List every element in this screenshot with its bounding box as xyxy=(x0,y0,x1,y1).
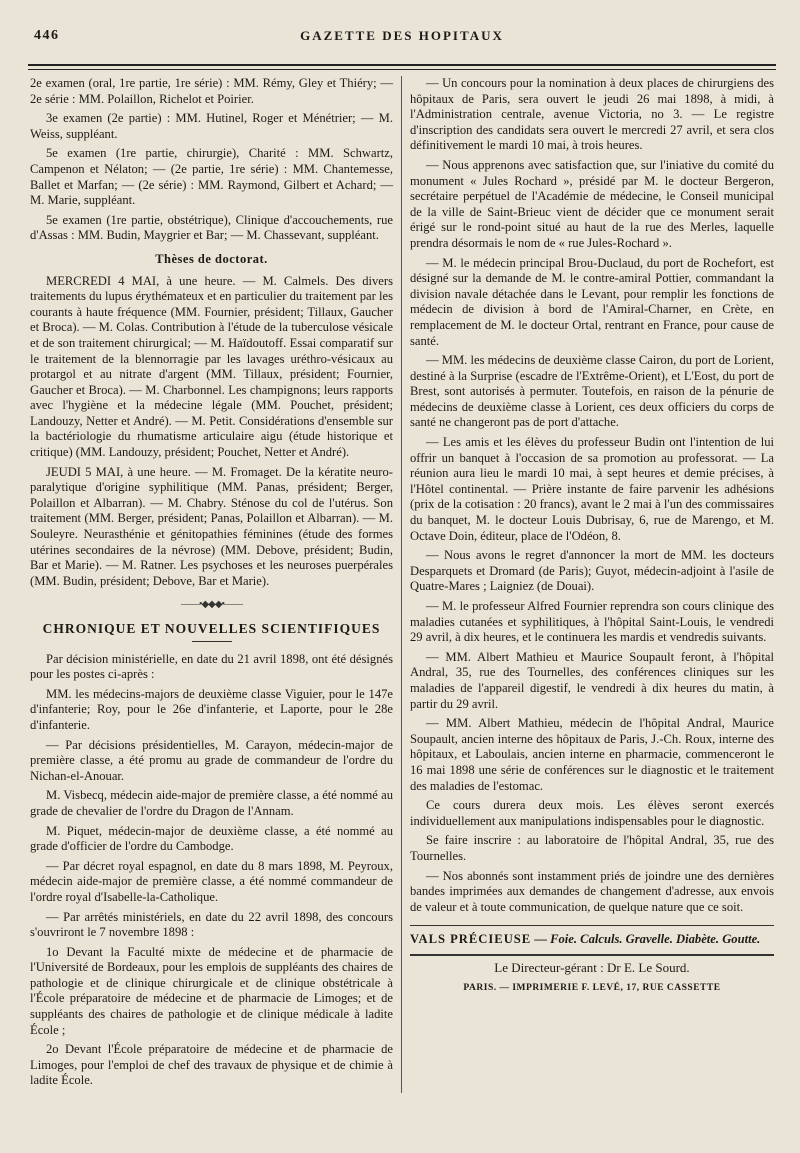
theses-paragraph: JEUDI 5 MAI, à une heure. — M. Fromaget. De la kératite neuro-paralytique d'origine syphilitique (MM. Panas, président; Berger, Polaillon et Albarran). — M. Chabry. Sténose du col de l'utérus. Son traitement (MM. Berger, président; Panas, Polaillon et Albarran). — M. Souleyre. Neurasthénie et génitopathies féminines (étude des formes utérines secondaires de la névrose) (MM. Debove, président; Budin, Bar et Marie). — M. Ratner. Les psychoses et les neuroses puerpérales (MM. Budin, président; Debove, Bar et Marie). xyxy=(30,464,393,588)
ornament-divider: ——•◆◆◆•—— xyxy=(180,599,243,611)
news-paragraph: — Un concours pour la nomination à deux places de chirurgiens des hôpitaux de Paris, sera ouvert le jeudi 26 mai 1898, à midi, à l'Administration centrale, avenue Victoria, no 3. — Le registre d'inscription des candidats sera ouvert le mercredi 27 avril, et sera clos définitivement le mardi 10 mai, à trois heures. xyxy=(410,76,774,153)
chronique-heading: CHRONIQUE ET NOUVELLES SCIENTIFIQUES xyxy=(42,621,381,636)
header-rule xyxy=(28,64,776,70)
ad-title: VALS PRÉCIEUSE xyxy=(410,932,532,947)
chronique-paragraph: Par décision ministérielle, en date du 21 avril 1898, ont été désignés pour les postes ci-après : xyxy=(30,651,393,682)
running-title: GAZETTE DES HOPITAUX xyxy=(300,28,504,43)
chronique-paragraph: — Par décret royal espagnol, en date du 8 mars 1898, M. Peyroux, médecin aide-major de première classe, a été nommé commandeur de l'ordre royal d'Isabelle-la-Catholique. xyxy=(30,858,393,904)
exam-paragraph: 5e examen (1re partie, chirurgie), Charité : MM. Schwartz, Campenon et Nélaton; — (2e partie, 1re série) : MM. Chantemesse, Ballet et Marfan; — (2e série) : MM. Raymond, Gilbert et Achard; — M. Marie, suppléant. xyxy=(30,146,393,208)
short-rule xyxy=(192,641,232,642)
news-paragraph: — M. le médecin principal Brou-Duclaud, du port de Rochefort, est désigné sur la demande de M. le contre-amiral Pottier, commandant la division navale détachée dans le Levant, pour remplir les fonctions de médecin de division à bord de l'Amiral-Charner, en Crète, en remplacement de M. le docteur Ortal, rentrant en France, pour cause de santé. xyxy=(410,255,774,348)
printer-imprint: PARIS. — IMPRIMERIE F. LEVÉ, 17, RUE CASSETTE xyxy=(463,983,721,994)
advertisement xyxy=(410,925,774,948)
chronique-paragraph: M. Piquet, médecin-major de deuxième classe, a été nommé au grade d'officier de l'ordre du Cambodge. xyxy=(30,823,393,854)
chronique-paragraph: — Par arrêtés ministériels, en date du 22 avril 1898, des concours s'ouvriront le 7 novembre 1898 : xyxy=(30,909,393,940)
right-column xyxy=(402,76,782,1093)
chronique-paragraph: 2o Devant l'École préparatoire de médecine et de pharmacie de Limoges, pour l'emploi de chef des travaux de physique et de chimie à ladite École. xyxy=(30,1042,393,1088)
theses-paragraph: MERCREDI 4 MAI, à une heure. — M. Calmels. Des divers traitements du lupus érythémateux et en particulier du traitement par les courants à haute fréquence (MM. Fournier, président; Tillaux, Gaucher et Broca). — M. Colas. Contribution à l'étude de la tuberculose vésicale et de son traitement chirurgical; — M. Haïdoutoff. Essai comparatif sur le traitement de la blennorragie par les lavages uréthro-vésicaux au protargol et au nitrate d'argent (MM. Tillaux, président; Fournier, Gaucher et Broca). — M. Charbonnel. Les champignons; leurs rapports avec l'hygiène et la médecine légale (MM. Pouchet, président; Landouzy, Netter et André). — M. Petit. Considérations d'ensemble sur la bactériologie du rhumatisme articulaire aigu (étude historique et critique) (MM. Landouzy, président; Pouchet, Netter et André). xyxy=(30,273,393,460)
page-header xyxy=(22,20,782,46)
news-paragraph: Ce cours durera deux mois. Les élèves seront exercés individuellement aux manipulations indispensables pour le diagnostic. xyxy=(410,798,774,828)
exam-paragraph: 2e examen (oral, 1re partie, 1re série) : MM. Rémy, Gley et Thiéry; — 2e série : MM. Polaillon, Richelot et Poirier. xyxy=(30,76,393,106)
news-paragraph: — Nous avons le regret d'annoncer la mort de MM. les docteurs Desparquets et Dromard (de Paris); Guyot, médecin-adjoint à l'asile de Quatre-Mares ; Laigniez (de Douai). xyxy=(410,548,774,594)
chronique-paragraph: MM. les médecins-majors de deuxième classe Viguier, pour le 147e d'infanterie; Roy, pour le 26e d'infanterie, et Laporte, pour le 28e d'infanterie. xyxy=(30,686,393,732)
chronique-paragraph: 1o Devant la Faculté mixte de médecine et de pharmacie de l'Université de Bordeaux, pour les emplois de suppléants des chaires de pathologie et de clinique chirurgicale et de clinique obstétricale à l'École préparatoire de médecine et de pharmacie de Limoges; et de suppléants des chaires de pathologie et de clinique médicale à ladite École ; xyxy=(30,944,393,1037)
chronique-paragraph: M. Visbecq, médecin aide-major de première classe, a été nommé au grade de chevalier de l'ordre du Dragon de l'Annam. xyxy=(30,788,393,818)
chronique-paragraph: — Par décisions présidentielles, M. Carayon, médecin-major de première classe, a été promu au grade de commandeur de l'ordre du Nichan-el-Anouar. xyxy=(30,737,393,783)
two-columns xyxy=(22,76,782,1093)
left-column xyxy=(22,76,402,1093)
director-line: Le Directeur-gérant : Dr E. Le Sourd. xyxy=(410,954,774,976)
exam-paragraph: 3e examen (2e partie) : MM. Hutinel, Roger et Ménétrier; — M. Weiss, suppléant. xyxy=(30,111,393,141)
news-paragraph: Se faire inscrire : au laboratoire de l'hôpital Andral, 35, rue des Tournelles. xyxy=(410,833,774,863)
news-paragraph: — MM. Albert Mathieu, médecin de l'hôpital Andral, Maurice Soupault, ancien interne des hôpitaux de Paris, J.-Ch. Roux, interne des hôpitaux, et Laboulais, ancien interne en pharmacie, commenceront le 16 mai 1898 une série de conférences sur le diagnostic et le traitement des maladies de l'estomac. xyxy=(410,716,774,793)
news-paragraph: — M. le professeur Alfred Fournier reprendra son cours clinique des maladies cutanées et syphilitiques, à l'hôpital Saint-Louis, le vendredi 29 avril, à dix heures, et le continuera les mardis et vendredis suivants. xyxy=(410,599,774,645)
page-number: 446 xyxy=(34,28,60,43)
exam-paragraph: 5e examen (1re partie, obstétrique), Clinique d'accouchements, rue d'Assas : MM. Budin, Maygrier et Bar; — M. Chassevant, suppléant. xyxy=(30,212,393,243)
news-paragraph: — Nos abonnés sont instamment priés de joindre une des dernières bandes imprimées aux demandes de changement d'adresse, aux envois de valeur et à toute communication, de quelque nature que ce soit. xyxy=(410,868,774,914)
news-paragraph: — MM. Albert Mathieu et Maurice Soupault feront, à l'hôpital Andral, 35, rue des Tournelles, des conférences cliniques sur les maladies de l'appareil digestif, le vendredi à dix heures du matin, à partir du 29 avril. xyxy=(410,649,774,711)
news-paragraph: — Nous apprenons avec satisfaction que, sur l'iniative du comité du monument « Jules Rochard », présidé par M. le docteur Bergeron, secrétaire perpétuel de l'Académie de médecine, le Conseil municipal de la ville de Saint-Brieuc vient de décider que ce monument serait érigé sur le rond-point situé au haut de la rue des Merles, laquelle prendra désormais le nom de « rue Jules-Rochard ». xyxy=(410,157,774,250)
news-paragraph: — Les amis et les élèves du professeur Budin ont l'intention de lui offrir un banquet à l'occasion de sa promotion au professorat. — La réunion aura lieu le mardi 10 mai, à sept heures et demie précises, à l'Hôtel continental. — Prière instante de faire parvenir les adhésions (prix de la cotisation : 20 francs), avant le 2 mai à l'un des commissaires du banquet, M. le docteur Louis Dubrisay, 6, rue de Marengo, et M. Octave Doin, éditeur, place de l'Odéon, 8. xyxy=(410,435,774,543)
ad-text: — Foie. Calculs. Gravelle. Diabète. Goutte. xyxy=(534,932,761,947)
theses-heading: Thèses de doctorat. xyxy=(155,251,268,266)
news-paragraph: — MM. les médecins de deuxième classe Cairon, du port de Lorient, destiné à la Surprise (escadre de l'Extrême-Orient), et L'Eost, du port de Brest, sont autorisés à permuter. Toutefois, en raison de la pénurie de médecins de deuxième classe à Lorient, ces deux officiers du corps de santé ne changeront pas de port d'attache. xyxy=(410,353,774,430)
